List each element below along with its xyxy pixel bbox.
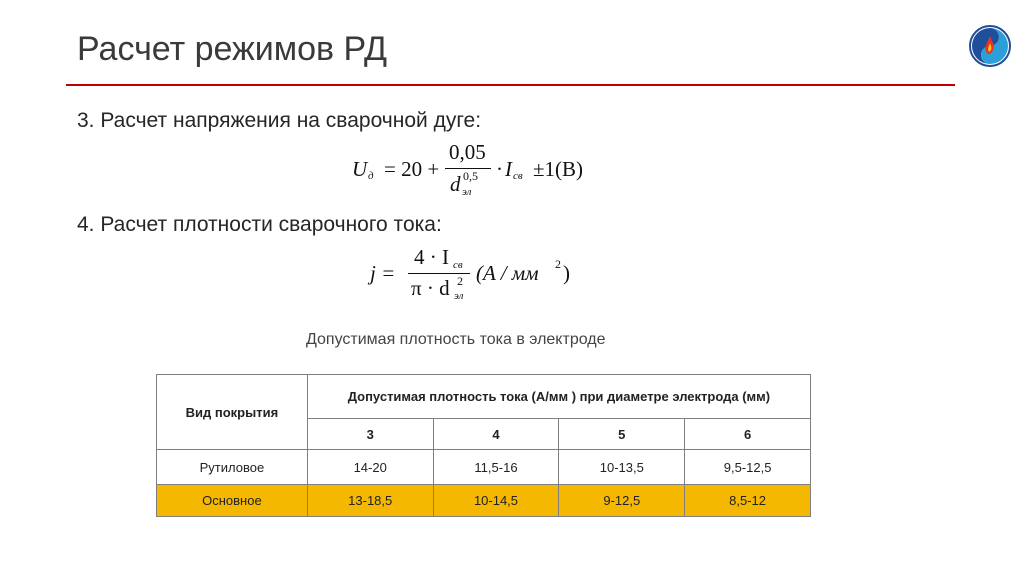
current-density-formula (370, 245, 610, 301)
density-units-close: ) (563, 261, 570, 285)
density-numerator: 4 · I (414, 245, 449, 269)
section4-heading: 4. Расчет плотности сварочного тока: (77, 213, 442, 236)
density-units: (A / мм (476, 261, 539, 285)
section3-heading: 3. Расчет напряжения на сварочной дуге: (77, 109, 482, 132)
diameter-header: 3 (307, 419, 433, 450)
equation-constant: = 20 + (384, 157, 440, 181)
multiply-dot: · (496, 157, 503, 181)
diameter-exponent: 0,5 (463, 169, 478, 183)
density-units-exponent: 2 (555, 257, 561, 271)
current-subscript: св (513, 170, 523, 182)
title-underline (66, 84, 955, 86)
diameter-header: 5 (559, 419, 685, 450)
density-denominator: π · d (411, 276, 450, 300)
density-cell: 14-20 (307, 450, 433, 485)
density-cell: 13-18,5 (307, 485, 433, 517)
density-lhs: j = (370, 261, 396, 285)
density-cell: 10-13,5 (559, 450, 685, 485)
coating-cell: Основное (157, 485, 308, 517)
coating-cell: Рутиловое (157, 450, 308, 485)
current-density-table (156, 374, 811, 517)
density-cell: 8,5-12 (685, 485, 811, 517)
density-denominator-exponent: 2 (457, 274, 463, 288)
arc-voltage-formula (352, 142, 612, 196)
density-cell: 9,5-12,5 (685, 450, 811, 485)
density-cell: 9-12,5 (559, 485, 685, 517)
coating-header: Вид покрытия (157, 375, 308, 450)
voltage-subscript: д (368, 170, 374, 182)
flame-logo-icon (968, 24, 1012, 68)
current-symbol: I (505, 157, 512, 181)
voltage-tolerance: ±1(B) (533, 157, 584, 181)
diameter-header: 6 (685, 419, 811, 450)
table-row-highlighted (157, 485, 811, 517)
table-caption: Допустимая плотность тока в электроде (306, 331, 606, 348)
density-numerator-subscript: св (453, 259, 463, 271)
density-header: Допустимая плотность тока (А/мм ) при диаметре электрода (мм) (307, 375, 810, 419)
table-row (157, 450, 811, 485)
diameter-symbol: d (450, 172, 461, 196)
voltage-symbol: U (352, 157, 368, 181)
diameter-subscript: эл (462, 186, 472, 198)
slide-title: Расчет режимов РД (77, 30, 387, 68)
fraction-numerator: 0,05 (449, 140, 486, 164)
diameter-header: 4 (433, 419, 559, 450)
density-cell: 11,5-16 (433, 450, 559, 485)
density-denominator-subscript: эл (454, 290, 464, 302)
density-cell: 10-14,5 (433, 485, 559, 517)
